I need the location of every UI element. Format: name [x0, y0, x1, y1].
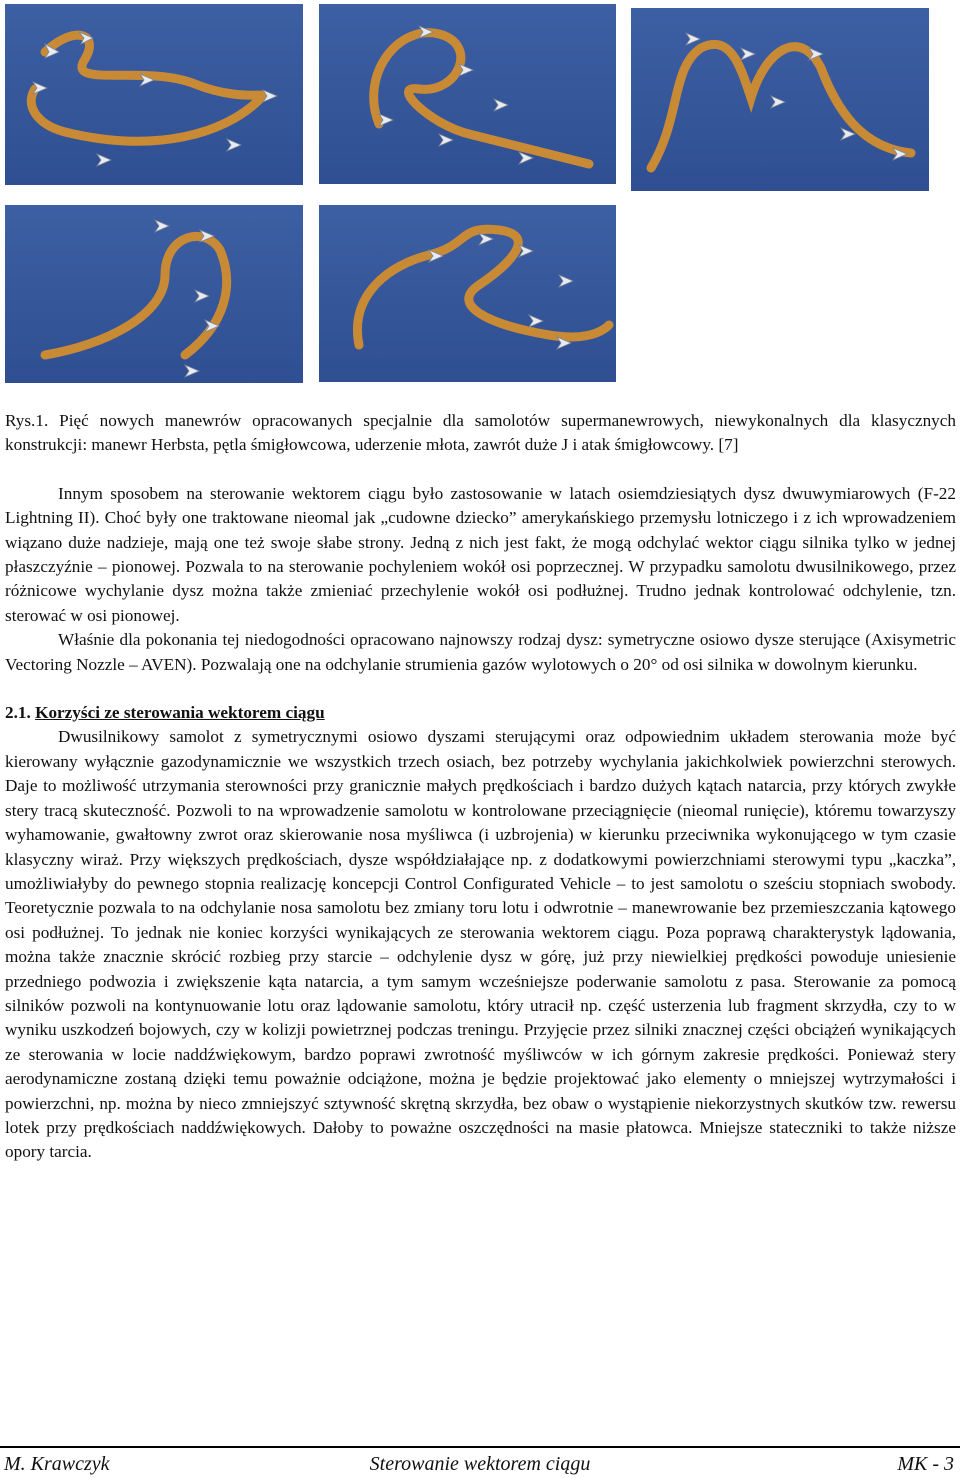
section-title: Korzyści ze sterowania wektorem ciągu [35, 703, 325, 723]
footer-title: Sterowanie wektorem ciągu [369, 1453, 591, 1475]
figure-panel-helicopter-loop [319, 4, 616, 184]
figure-panel-herbst [5, 4, 303, 185]
section-paragraph: Dwusilnikowy samolot z symetrycznymi osiowo dyszami sterującymi oraz odpowiednim układem sterowania może być kierowany wyłącznie gazodynamicznie we wszystkich trzech osiach, bez potrzeby wychylania jakichkolwiek powierzchni sterowych. Daje to możliwość utrzymania sterowności przy granicznie małych prędkościach i bardzo dużych kątach natarcia, przy których zwykłe stery tracą skuteczność. Pozwoli to na wprowadzenie samolotu w kontrolowane przeciągnięcie (nieomal runięcie), któremu towarzyszy wyhamowanie, gwałtowny zwrot oraz skierowanie nosa myśliwca (i uzbrojenia) w kierunku przeciwnika wykonującego w tym czasie klasyczny wiraż. Przy większych prędkościach, dysze współdziałające np. z dodatkowymi powierzchniami sterowymi typu „kaczka”, umożliwiałyby do pewnego stopnia realizację koncepcji Control Configurated Vehicle – to jest samolotu o sześciu stopniach swobody. Teoretycznie pozwala to na odchylanie nosa samolotu bez zmiany toru lotu i odwrotnie – manewrowanie bez przemieszczania kątowego osi podłużnej. To jednak nie koniec korzyści wynikających ze sterowania wektorem ciągu. Poza poprawą charakterystyk lądowania, można także znacznie skrócić rozbieg przy starcie – odchylenie dysz w górę, już przy niewielkiej prędkości powoduje uniesienie przedniego podwozia i zwiększenie kąta natarcia, a tym samym wcześniejsze poderwanie samolotu z pasa. Sterowanie za pomocą silników pozwoli na kontynuowanie lotu oraz lądowanie samolotu, który utracił np. część usterzenia lub fragment skrzydła, czy to w wyniku uszkodzeń bojowych, czy w kolizji powietrznej podczas treningu. Przyjęcie przez silniki znacznej części obciążeń wynikających ze sterowania w locie naddźwiękowym, bardzo poprawi zwrotność myśliwców w ich górnym zakresie prędkości. Ponieważ stery aerodynamiczne zostaną dzięki temu poważnie odciążone, można je będzie projektować jako elementy o mniejszej wytrzymałości i powierzchni, np. można by nieco zmniejszyć sztywność skrętną skrzydła, bez obaw o wystąpienie niekorzystnych skutków tzw. rewersu lotek przy prędkościach naddźwiękowych. Dałoby to poważne oszczędności na masie płatowca. Mniejsze stateczniki to także niższe opory tarcia. [5, 727, 956, 1162]
maneuver-hammerhead-illustration [631, 8, 929, 191]
figure-caption [5, 409, 956, 458]
section-heading [5, 701, 956, 725]
section-number: 2.1. [5, 703, 31, 723]
paragraph-2: Właśnie dla pokonania tej niedogodności opracowano najnowszy rodzaj dysz: symetryczne osiowo dysze sterujące (Axisymetric Vectoring Nozzle – AVEN). Pozwalają one na odchylanie strumienia gazów wylotowych o 20° od osi silnika w dowolnym kierunku. [5, 630, 956, 674]
document-body [5, 409, 956, 1165]
page-footer [0, 1446, 960, 1478]
figure-panel-big-j-turn [5, 205, 303, 383]
maneuver-helicopter-loop-illustration [319, 4, 616, 184]
caption-label: Rys.1. [5, 411, 49, 430]
maneuver-helicopter-gun-attack-illustration [319, 205, 616, 382]
caption-text: Pięć nowych manewrów opracowanych specjalnie dla samolotów supermanewrowych, niewykonalnych dla klasycznych konstrukcji: manewr Herbsta, pętla śmigłowcowa, uderzenie młota, zawrót duże J i atak śmigłowcowy. [7] [5, 411, 956, 455]
figure-panel-hammerhead [631, 8, 929, 191]
maneuver-herbst-illustration [5, 4, 303, 185]
footer-author: M. Krawczyk [4, 1453, 110, 1475]
footer-page-number: MK - 3 [897, 1453, 954, 1475]
paragraph-1: Innym sposobem na sterowanie wektorem ciągu było zastosowanie w latach osiemdziesiątych dysz dwuwymiarowych (F-22 Lightning II). Choć były one traktowane nieomal jak „cudowne dziecko” amerykańskiego przemysłu lotniczego i z ich wprowadzeniem wiązano duże nadzieje, mają one też swoje słabe strony. Jedną z nich jest fakt, że mogą odchylać wektor ciągu silnika tylko w jednej płaszczyźnie – pionowej. Pozwala to na sterowanie pochyleniem wokół osi poprzecznej. W przypadku samolotu dwusilnikowego, przez różnicowe wychylanie dysz można także zmieniać przechylenie wokół osi podłużnej. Trudno jednak kontrolować odchylenie, tzn. sterować w osi pionowej. [5, 483, 956, 625]
maneuver-big-j-turn-illustration [5, 205, 303, 383]
figure-panel-helicopter-gun-attack [319, 205, 616, 382]
